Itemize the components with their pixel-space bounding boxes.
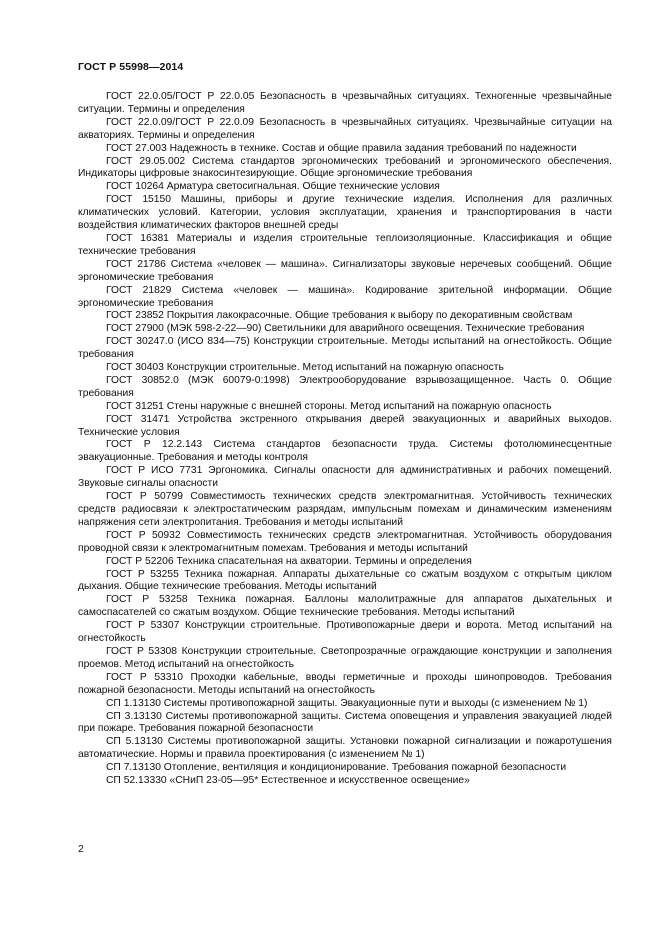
reference-entry: ГОСТ Р 53310 Проходки кабельные, вводы герметичные и проходы шинопроводов. Требования пожарной безопасности. Методы испытаний на огнестойкость (78, 671, 612, 696)
reference-entry: ГОСТ 22.0.05/ГОСТ Р 22.0.05 Безопасность в чрезвычайных ситуациях. Техногенные чрезвычайные ситуации. Термины и определения (78, 91, 612, 115)
reference-entry: ГОСТ Р 53258 Техника пожарная. Баллоны малолитражные для аппаратов дыхательных и самоспасателей со сжатым воздухом. Общие технические требования. Методы испытаний (78, 594, 612, 619)
reference-entry: ГОСТ Р 50932 Совместимость технических средств электромагнитная. Устойчивость оборудования проводной связи к электромагнитным помехам. Требования и методы испытаний (78, 529, 612, 554)
reference-entry: ГОСТ Р ИСО 7731 Эргономика. Сигналы опасности для административных и рабочих помещений. Звуковые сигналы опасности (78, 465, 612, 490)
reference-entry: ГОСТ 23852 Покрытия лакокрасочные. Общие требования к выбору по декоративным свойствам (106, 310, 573, 322)
reference-entry: ГОСТ 15150 Машины, приборы и другие технические изделия. Исполнения для различных климатических условий. Категории, условия эксплуатации, хранения и транспортирования в части воздействия климатических факторов внешней среды (78, 194, 612, 232)
document-code-header: ГОСТ Р 55998—2014 (78, 61, 184, 73)
reference-entry: СП 3.13130 Системы противопожарной защиты. Система оповещения и управления эвакуацией людей при пожаре. Требования пожарной безопасности (78, 710, 612, 735)
reference-entry: ГОСТ Р 50799 Совместимость технических средств электромагнитная. Устойчивость технических средств радиосвязи к электростатическим разрядам, импульсным помехам и динамическим изменениям напряжения сети электропитания. Требования и методы испытаний (78, 491, 612, 528)
reference-entry: ГОСТ 22.0.09/ГОСТ Р 22.0.09 Безопасность в чрезвычайных ситуациях. Чрезвычайные ситуации на акваториях. Термины и определения (78, 116, 612, 141)
reference-entry: ГОСТ 21786 Система «человек — машина». Сигнализаторы звуковые неречевых сообщений. Общие эргономические требования (78, 258, 612, 283)
reference-entry: ГОСТ Р 53308 Конструкции строительные. Светопрозрачные ограждающие конструкции и заполнения проемов. Метод испытаний на огнестойкость (78, 645, 612, 670)
reference-entry: ГОСТ 30247.0 (ИСО 834—75) Конструкции строительные. Методы испытаний на огнестойкость. Общие требования (78, 336, 612, 361)
page-number: 2 (78, 843, 84, 855)
reference-entry: ГОСТ 27900 (МЭК 598-2-22—90) Светильники для аварийного освещения. Технические требования (106, 323, 585, 335)
reference-entry: СП 7.13130 Отопление, вентиляция и кондиционирование. Требования пожарной безопасности (106, 762, 567, 774)
reference-entry: ГОСТ 29.05.002 Система стандартов эргономических требований и эргономического обеспечения. Индикаторы цифровые знакосинтезирующие. Общие эргономические требования (78, 155, 612, 180)
reference-entry: ГОСТ 30403 Конструкции строительные. Метод испытаний на пожарную опасность (106, 362, 504, 374)
reference-entry: ГОСТ 31251 Стены наружные с внешней стороны. Метод испытаний на пожарную опасность (106, 400, 552, 412)
reference-entry: ГОСТ Р 52206 Техника спасательная на акватории. Термины и определения (106, 555, 472, 567)
reference-entry: ГОСТ 16381 Материалы и изделия строительные теплоизоляционные. Классификация и общие технические требования (78, 232, 612, 257)
reference-entry: ГОСТ 21829 Система «человек — машина». Кодирование зрительной информации. Общие эргономические требования (78, 284, 612, 309)
reference-entry: СП 1.13130 Системы противопожарной защиты. Эвакуационные пути и выходы (с изменением № 1) (106, 697, 588, 709)
reference-entry: ГОСТ Р 12.2.143 Система стандартов безопасности труда. Системы фотолюминесцентные эвакуационные. Требования и методы контроля (78, 439, 612, 464)
reference-entry: ГОСТ 31471 Устройства экстренного открывания дверей эвакуационных и аварийных выходов. Технические условия (78, 413, 612, 438)
reference-entry: СП 52.13330 «СНиП 23-05—95* Естественное и искусственное освещение» (106, 775, 470, 787)
reference-entry: СП 5.13130 Системы противопожарной защиты. Установки пожарной сигнализации и пожаротушения автоматические. Нормы и правила проектирования (с изменением № 1) (78, 736, 612, 761)
reference-entry: ГОСТ 30852.0 (МЭК 60079-0:1998) Электрооборудование взрывозащищенное. Часть 0. Общие требования (78, 374, 612, 399)
normative-references-list (78, 91, 612, 788)
reference-entry: ГОСТ 27.003 Надежность в технике. Состав и общие правила задания требований по надежности (106, 142, 577, 154)
reference-entry: ГОСТ 10264 Арматура светосигнальная. Общие технические условия (106, 181, 440, 193)
reference-entry: ГОСТ Р 53255 Техника пожарная. Аппараты дыхательные со сжатым воздухом с открытым циклом дыхания. Общие технические требования. Методы испытаний (78, 568, 612, 593)
reference-entry: ГОСТ Р 53307 Конструкции строительные. Противопожарные двери и ворота. Метод испытаний на огнестойкость (78, 620, 612, 645)
